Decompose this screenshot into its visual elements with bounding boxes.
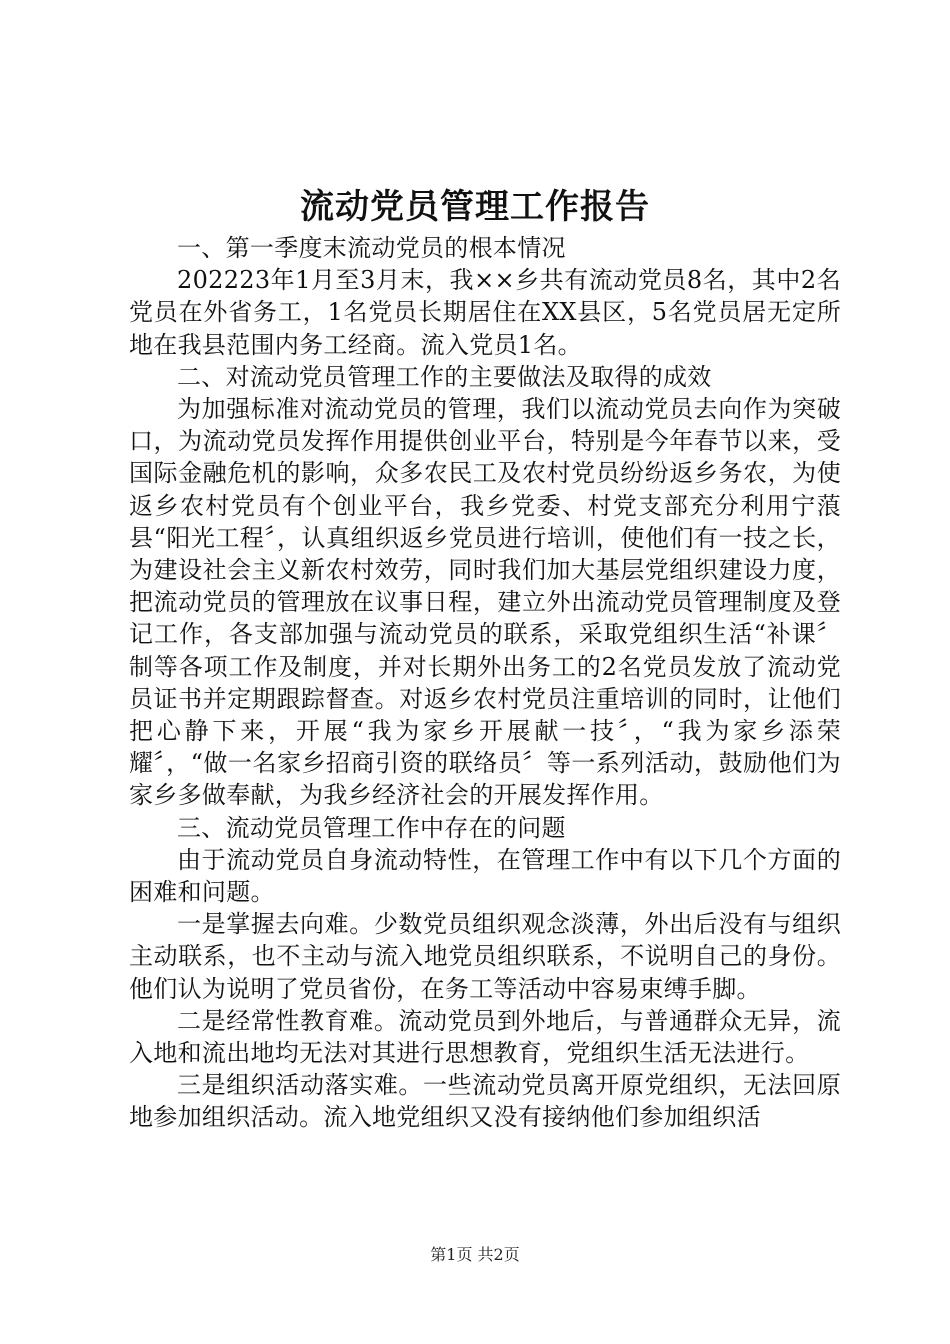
paragraph: 三是组织活动落实难。一些流动党员离开原党组织，无法回原地参加组织活动。流入地党组织又没有接纳他们参加组织活 — [129, 1071, 841, 1132]
section-heading-3: 三、流动党员管理工作中存在的问题 — [177, 813, 566, 842]
section-heading-1: 一、第一季度末流动党员的根本情况 — [177, 234, 566, 262]
document-body — [129, 232, 841, 1134]
paragraph: 202223年1月至3月末，我××乡共有流动党员8名，其中2名党员在外省务工，1名党员长期居住在XX县区，5名党员居无定所地在我县范围内务工经商。流入党员1名。 — [129, 266, 841, 359]
document-title: 流动党员管理工作报告 — [300, 187, 650, 227]
paragraph: 由于流动党员自身流动特性，在管理工作中有以下几个方面的困难和问题。 — [129, 845, 841, 907]
paragraph: 为加强标准对流动党员的管理，我们以流动党员去向作为突破口，为流动党员发挥作用提供创业平台，特别是今年春节以来，受国际金融危机的影响，众多农民工及农村党员纷纷返乡务农，为使返乡农村党员有个创业平台，我乡党委、村党支部充分利用宁蒗县“阳光工程〞，认真组织返乡党员进行培训，使他们有一技之长，为建设社会主义新农村效劳，同时我们加大基层党组织建设力度，把流动党员的管理放在议事日程，建立外出流动党员管理制度及登记工作，各支部加强与流动党员的联系，采取党组织生活“补课〞制等各项工作及制度，并对长期外出务工的2名党员发放了流动党员证书并定期跟踪督查。对返乡农村党员注重培训的同时，让他们把心静下来，开展“我为家乡开展献一技〞，“我为家乡添荣耀〞，“做一名家乡招商引资的联络员〞等一系列活动，鼓励他们为家乡多做奉献，为我乡经济社会的开展发挥作用。 — [129, 395, 841, 810]
page-footer: 第1页 共2页 — [430, 1245, 520, 1264]
paragraph: 二是经常性教育难。流动党员到外地后，与普通群众无异，流入地和流出地均无法对其进行思想教育，党组织生活无法进行。 — [129, 1006, 841, 1068]
paragraph: 一是掌握去向难。少数党员组织观念淡薄，外出后没有与组织主动联系，也不主动与流入地党员组织联系，不说明自己的身份。他们认为说明了党员省份，在务工等活动中容易束缚手脚。 — [129, 910, 841, 1003]
section-heading-2: 二、对流动党员管理工作的主要做法及取得的成效 — [177, 362, 712, 391]
